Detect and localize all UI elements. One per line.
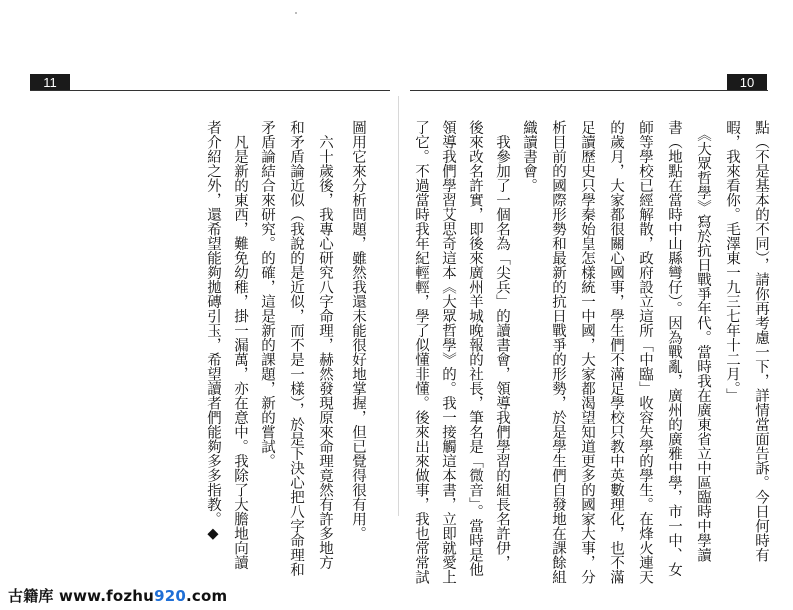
site-suffix: .com [185, 587, 228, 605]
right-text-column: 師等學校已經解散，政府設立這所「中臨」收容失學的學生。在烽火連天 [637, 120, 653, 584]
left-page-number: 11 [30, 74, 70, 91]
site-number: 920 [154, 587, 186, 605]
right-text-column: 了它。不過當時我年紀輕輕，學了似懂非懂。後來出來做事，我也常常試 [413, 120, 429, 584]
site-watermark [8, 585, 227, 606]
right-header-rule [410, 90, 768, 91]
left-text-column: 凡是新的東西，難免幼稚，掛一漏萬，亦在意中。我除了大膽地向讀 [232, 120, 248, 570]
right-text-column: 後來改名許實，即後來廣州羊城晚報的社長，筆名是「微音」。當時是他 [467, 120, 483, 577]
right-text-column: 我參加了一個名為「尖兵」的讀書會，領導我們學習的組長名許伊， [494, 120, 510, 570]
right-text-column: 析目前的國際形勢和最新的抗日戰爭的形勢，於是學生們自發地在課餘組 [550, 120, 566, 584]
right-text-column: 足讀歷史只學秦始皇怎樣統一中國，大家都渴望知道更多的國家大事，分 [579, 120, 595, 584]
left-text-column: 圖用它來分析問題，雖然我還未能很好地掌握，但已覺得很有用。 [350, 120, 366, 541]
scan-speck [295, 12, 297, 14]
right-text-column: 領導我們學習艾思奇這本《大眾哲學》的。我一接觸這本書，立即就愛上 [440, 120, 456, 584]
left-header-rule [30, 90, 390, 91]
left-text-column: 者介紹之外，還希望能夠拋磚引玉，希望讀者們能夠多多指教。◆ [205, 120, 221, 542]
right-text-column: 的歲月，大家都很關心國事，學生們不滿足學校只教中英數理化，也不滿 [608, 120, 624, 584]
right-text-column: 點（不是基本的不同），請你再考慮一下，詳情當面告訴。今日何時有 [753, 120, 769, 563]
right-text-column: 織讀書會。 [521, 120, 537, 193]
left-text-column: 矛盾論結合來研究。的確，這是新的課題，新的嘗試。 [259, 120, 275, 468]
site-prefix: 古籍库 www.fozhu [8, 587, 155, 605]
right-text-column: 暇，我來看你。毛澤東一九三七年十二月。」 [724, 120, 740, 403]
page-gutter [398, 96, 399, 516]
left-text-column: 和矛盾論近似（我說的是近似，而不是一樣），於是下決心把八字命理和 [288, 120, 304, 577]
left-text-column: 六十歲後，我專心研究八字命理，赫然發現原來命理竟然有許多地方 [317, 120, 333, 570]
right-text-column: 《大眾哲學》寫於抗日戰爭年代。當時我在廣東省立中區臨時中學讀 [695, 120, 711, 563]
right-page-number: 10 [727, 74, 767, 91]
right-text-column: 書（地點在當時中山縣彎仔）。因為戰亂，廣州的廣雅中學，市一中、女 [666, 120, 682, 577]
